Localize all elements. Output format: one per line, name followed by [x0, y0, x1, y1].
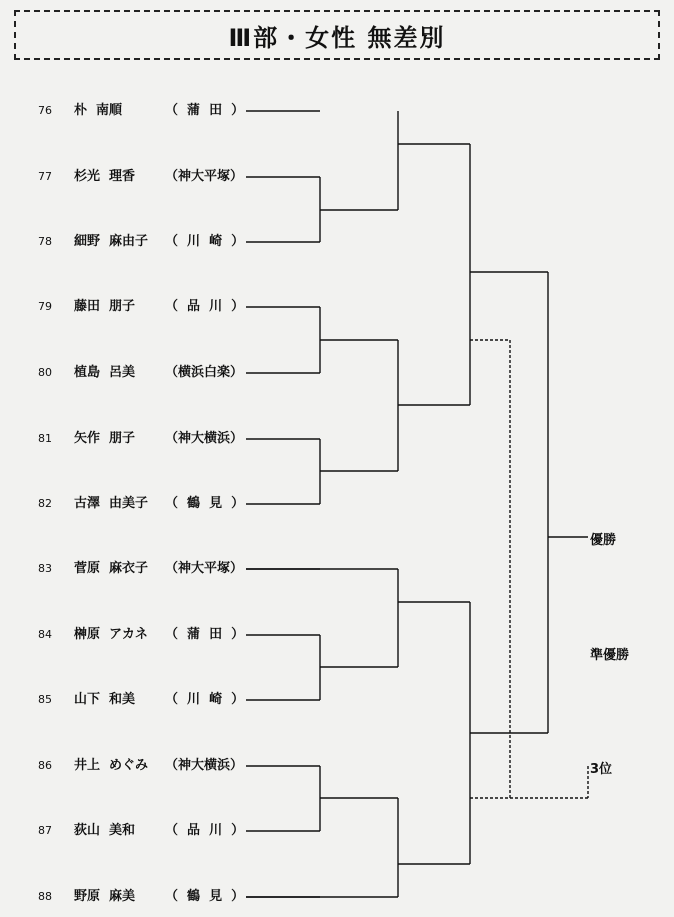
player-club: （ 蒲 田 ） — [165, 103, 245, 118]
player-seed: 85 — [38, 693, 52, 706]
player-seed: 87 — [38, 824, 52, 837]
player-name: 藤田 朋子 — [74, 299, 136, 314]
player-seed: 88 — [38, 890, 52, 903]
player-seed: 81 — [38, 432, 52, 445]
player-seed: 78 — [38, 235, 52, 248]
player-club: （神大横浜） — [165, 431, 244, 446]
player-club: （ 川 崎 ） — [165, 234, 245, 249]
player-name: 細野 麻由子 — [74, 234, 149, 249]
player-club: （ 鶴 見 ） — [165, 889, 245, 904]
player-club: （横浜白楽） — [165, 365, 244, 380]
runner-up-label: 準優勝 — [590, 648, 630, 663]
player-name: 杉光 理香 — [74, 169, 136, 184]
player-seed: 80 — [38, 366, 52, 379]
player-seed: 77 — [38, 170, 52, 183]
player-club: （ 品 川 ） — [165, 823, 245, 838]
player-name: 野原 麻美 — [74, 889, 136, 904]
player-name: 古澤 由美子 — [74, 496, 149, 511]
player-club: （神大平塚） — [165, 561, 244, 576]
player-name: 菅原 麻衣子 — [74, 561, 149, 576]
player-club: （ 品 川 ） — [165, 299, 245, 314]
player-club: （ 蒲 田 ） — [165, 627, 245, 642]
player-club: （ 鶴 見 ） — [165, 496, 245, 511]
player-club: （神大横浜） — [165, 758, 244, 773]
player-seed: 76 — [38, 104, 52, 117]
player-seed: 84 — [38, 628, 52, 641]
page-title: Ⅲ部・女性 無差別 — [228, 23, 446, 52]
winner-label: 優勝 — [590, 533, 617, 548]
player-seed: 83 — [38, 562, 52, 575]
player-seed: 79 — [38, 300, 52, 313]
player-name: 荻山 美和 — [74, 823, 136, 838]
player-seed: 86 — [38, 759, 52, 772]
player-name: 井上 めぐみ — [74, 758, 149, 773]
player-name: 榊原 アカネ — [74, 627, 148, 642]
third-place-label: 3位 — [590, 762, 613, 777]
player-name: 植島 呂美 — [74, 365, 136, 380]
player-name: 矢作 朋子 — [74, 431, 136, 446]
player-club: （ 川 崎 ） — [165, 692, 245, 707]
player-seed: 82 — [38, 497, 52, 510]
player-name: 山下 和美 — [74, 692, 136, 707]
player-club: （神大平塚） — [165, 169, 244, 184]
player-name: 朴 南順 — [74, 103, 123, 118]
